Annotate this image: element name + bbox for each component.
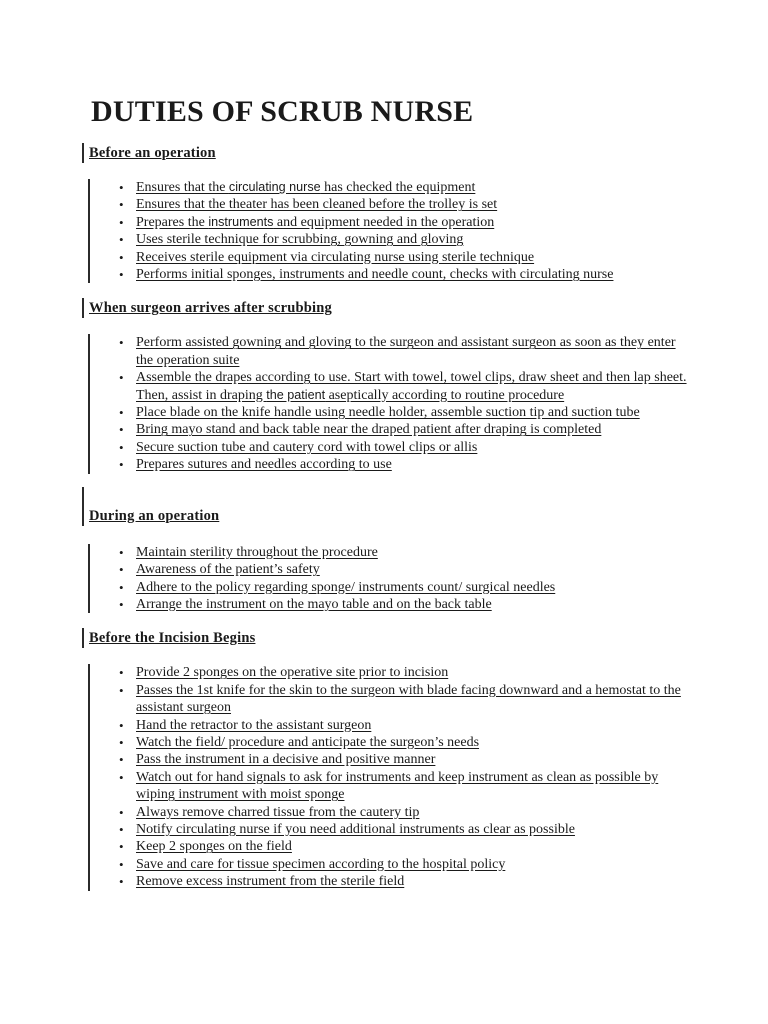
bullet-icon: • <box>119 596 124 612</box>
bullet-icon: • <box>119 405 124 421</box>
list-item <box>89 682 689 717</box>
list-item-run: Performs initial sponges, instruments and needle count, checks with circulating nurse <box>136 267 614 283</box>
list-item-run: Assemble the drapes according to use. Start with towel, towel clips, draw sheet and then lap sheet. Then, assist in draping <box>136 370 687 403</box>
list-item <box>89 266 689 283</box>
list-item-text <box>136 839 292 854</box>
list-item <box>89 717 689 734</box>
list-item-text <box>136 580 555 595</box>
section <box>89 283 698 473</box>
list-item-run: Provide 2 sponges on the operative site prior to incision <box>136 665 449 681</box>
list-item-run: Receives sterile equipment via circulating nurse using sterile technique <box>136 249 535 265</box>
list-item-run: Passes the 1st knife for the skin to the surgeon with blade facing downward and a hemostat to the assistant surgeon <box>136 682 681 716</box>
list-item-run-sans: circulating nurse <box>228 180 321 194</box>
list-item-run: aseptically according to routine procedure <box>325 387 565 403</box>
bullet-icon: • <box>119 665 124 681</box>
section-heading <box>89 507 219 525</box>
bullet-icon: • <box>119 804 124 820</box>
list-item-run: Bring mayo stand and back table near the draped patient after draping is completed <box>136 422 602 438</box>
bullet-icon: • <box>119 439 124 455</box>
list-item <box>89 838 689 855</box>
list-item-run: Watch the field/ procedure and anticipate the surgeon’s needs <box>136 734 480 750</box>
list-item-text <box>136 857 505 872</box>
list-item <box>89 664 689 681</box>
list-item <box>89 596 689 613</box>
list-item <box>89 579 689 596</box>
list-item-run: Ensures that the <box>136 180 229 195</box>
list-item <box>89 456 689 473</box>
bullet-list <box>89 544 698 614</box>
list-item-text <box>136 250 534 265</box>
bullet-icon: • <box>119 457 124 473</box>
bullet-icon: • <box>119 232 124 248</box>
list-item-run: Hand the retractor to the assistant surgeon <box>136 717 372 733</box>
bullet-icon: • <box>119 544 124 560</box>
change-bar <box>82 143 84 163</box>
list-item-text <box>136 683 681 715</box>
list-item-text <box>136 457 392 472</box>
list-item-text <box>136 874 404 889</box>
section-heading <box>89 144 216 162</box>
section-heading <box>89 299 332 317</box>
bullet-icon: • <box>119 682 124 698</box>
list-item-text <box>136 805 419 820</box>
list-item <box>89 873 689 890</box>
list-item-text <box>136 440 477 455</box>
list-item-text <box>136 232 463 247</box>
list-item-text <box>136 370 687 402</box>
list-item-run: Arrange the instrument on the mayo table and on the back table <box>136 596 492 612</box>
section-heading-label: Before the Incision Begins <box>89 630 256 647</box>
list-item-text <box>136 735 479 750</box>
list-item <box>89 561 689 578</box>
bullet-icon: • <box>119 370 124 386</box>
list-item <box>89 214 689 231</box>
bullet-icon: • <box>119 267 124 283</box>
list-item-run: and equipment needed in the operation <box>273 214 495 230</box>
list-item-run: Uses sterile technique for scrubbing, gowning and gloving <box>136 232 464 248</box>
bullet-icon: • <box>119 335 124 351</box>
bullet-icon: • <box>119 562 124 578</box>
list-item <box>89 769 689 804</box>
list-item <box>89 249 689 266</box>
list-item <box>89 804 689 821</box>
list-item-run: Awareness of the patient’s safety <box>136 562 320 578</box>
list-item <box>89 231 689 248</box>
document-title: DUTIES OF SCRUB NURSE <box>91 95 474 128</box>
list-item-run-sans: instruments <box>208 214 274 229</box>
bullet-icon: • <box>119 249 124 265</box>
bullet-icon: • <box>119 717 124 733</box>
list-item <box>89 751 689 768</box>
list-item-text <box>136 545 378 560</box>
list-item-text <box>136 267 613 282</box>
list-item-run: Always remove charred tissue from the cautery tip <box>136 804 420 820</box>
list-item-text <box>136 752 435 767</box>
bullet-icon: • <box>119 214 124 230</box>
bullet-icon: • <box>119 874 124 890</box>
list-item-run: Notify circulating nurse if you need additional instruments as clear as possible <box>136 821 575 837</box>
list-item-text <box>136 822 575 837</box>
list-item-run: Ensures that the theater has been cleaned before the trolley is set <box>136 197 498 213</box>
list-item <box>89 369 689 404</box>
list-item-run: Keep 2 sponges on the field <box>136 839 292 855</box>
list-item <box>89 856 689 873</box>
list-item <box>89 421 689 438</box>
list-item-run: Pass the instrument in a decisive and positive manner <box>136 752 436 768</box>
list-item <box>89 544 689 561</box>
bullet-icon: • <box>119 769 124 785</box>
list-item-run: Maintain sterility throughout the procedure <box>136 544 378 560</box>
bullet-icon: • <box>119 197 124 213</box>
list-item-text <box>136 335 676 367</box>
bullet-icon: • <box>119 856 124 872</box>
section-heading <box>89 629 255 647</box>
list-item-text <box>136 597 492 612</box>
list-item-run: Adhere to the policy regarding sponge/ instruments count/ surgical needles <box>136 579 556 595</box>
section-heading-label: Before an operation <box>89 145 216 161</box>
list-item-run: Secure suction tube and cautery cord with towel clips or allis <box>136 439 478 455</box>
list-item-run: Place blade on the knife handle using needle holder, assemble suction tip and suction tube <box>136 405 640 421</box>
section <box>89 613 698 890</box>
bullet-icon: • <box>119 839 124 855</box>
list-item-text <box>136 422 601 437</box>
list-item <box>89 196 689 213</box>
list-item-text <box>136 718 371 733</box>
list-item <box>89 439 689 456</box>
list-item-run: Save and care for tissue specimen according to the hospital policy <box>136 856 506 872</box>
list-item <box>89 334 689 369</box>
list-item-run: Prepares the <box>136 214 209 230</box>
list-item-run: Perform assisted gowning and gloving to the surgeon and assistant surgeon as soon as they enter the operation suite <box>136 335 676 368</box>
change-bar <box>82 298 84 318</box>
bullet-icon: • <box>119 422 124 438</box>
bullet-list <box>89 664 698 890</box>
list-item-run: Watch out for hand signals to ask for instruments and keep instrument as clean as possible by wiping instrument with moist sponge <box>136 769 659 803</box>
change-bar <box>82 487 84 526</box>
list-item-text <box>136 180 475 195</box>
bullet-list <box>89 334 698 473</box>
bullet-icon: • <box>119 579 124 595</box>
bullet-icon: • <box>119 752 124 768</box>
bullet-list <box>89 179 698 283</box>
section <box>89 130 698 283</box>
list-item <box>89 179 689 196</box>
bullet-icon: • <box>119 734 124 750</box>
list-item-run: Prepares sutures and needles according to use <box>136 457 392 473</box>
section-heading-label: During an operation <box>89 507 220 524</box>
list-item <box>89 734 689 751</box>
bullet-icon: • <box>119 821 124 837</box>
list-item-run: Remove excess instrument from the sterile field <box>136 874 405 890</box>
list-item-text <box>136 405 640 420</box>
list-item-text <box>136 665 448 680</box>
list-item-text <box>136 197 497 212</box>
list-item <box>89 404 689 421</box>
list-item-text <box>136 770 658 802</box>
list-item-text <box>136 562 320 577</box>
section <box>89 474 698 614</box>
section-heading-label: When surgeon arrives after scrubbing <box>89 300 332 317</box>
list-item-run: has checked the equipment <box>320 180 476 195</box>
list-item-text <box>136 215 494 230</box>
sections-container <box>89 130 698 891</box>
bullet-icon: • <box>119 180 124 195</box>
list-item <box>89 821 689 838</box>
list-item-run-sans: the patient <box>266 387 326 402</box>
change-bar <box>82 628 84 648</box>
